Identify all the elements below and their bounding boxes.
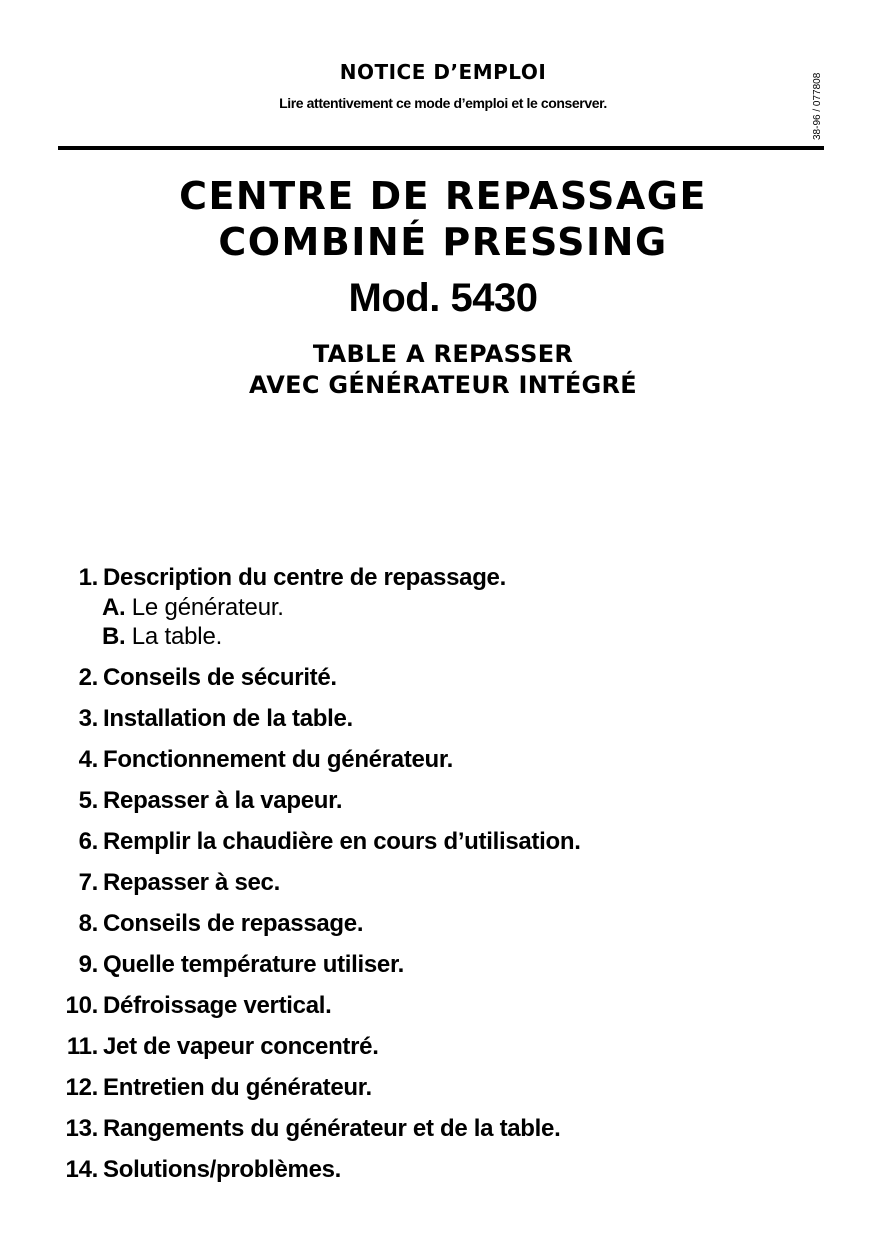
toc-item-number: 6. xyxy=(78,828,98,855)
toc-item-number: 2. xyxy=(78,664,98,691)
toc-item-text: Installation de la table. xyxy=(103,705,353,732)
toc-item-text: Quelle température utiliser. xyxy=(103,951,405,978)
toc-item-7 xyxy=(0,867,886,899)
model-number: Mod. 5430 xyxy=(348,276,538,320)
toc-item-text: Rangements du générateur et de la table. xyxy=(103,1115,561,1142)
toc-subitem-b xyxy=(102,622,222,652)
toc-subitem-a xyxy=(102,593,284,623)
product-subtitle-line-2: AVEC GÉNÉRATEUR INTÉGRÉ xyxy=(249,371,637,399)
toc-item-9 xyxy=(0,949,886,981)
header-divider xyxy=(58,146,824,150)
toc-item-number: 11. xyxy=(66,1033,98,1060)
document-reference: 38-96 / 077808 xyxy=(812,72,823,140)
toc-item-5 xyxy=(0,785,886,817)
notice-title: NOTICE D’EMPLOI xyxy=(339,60,547,84)
toc-item-11 xyxy=(0,1031,886,1063)
toc-item-number: 9. xyxy=(78,951,98,978)
toc-item-text: Jet de vapeur concentré. xyxy=(103,1033,379,1060)
toc-item-text: Repasser à la vapeur. xyxy=(103,787,343,814)
toc-item-text: Entretien du générateur. xyxy=(103,1074,372,1101)
toc-item-number: 8. xyxy=(78,910,98,937)
toc-item-text: Remplir la chaudière en cours d’utilisation. xyxy=(103,828,581,855)
toc-item-text: Repasser à sec. xyxy=(103,869,280,896)
toc-item-text: Solutions/problèmes. xyxy=(103,1156,342,1183)
toc-item-4 xyxy=(0,744,886,776)
toc-subitem-text: Le générateur. xyxy=(131,594,284,621)
toc-item-number: 10. xyxy=(65,992,98,1019)
toc-item-2 xyxy=(0,662,886,694)
toc-item-number: 4. xyxy=(78,746,98,773)
toc-item-6 xyxy=(0,826,886,858)
toc-subitem-text: La table. xyxy=(131,623,223,650)
toc-item-number: 13. xyxy=(65,1115,98,1142)
toc-item-10 xyxy=(0,990,886,1022)
toc-item-13 xyxy=(0,1113,886,1145)
toc-item-number: 5. xyxy=(78,787,98,814)
toc-item-text: Fonctionnement du générateur. xyxy=(103,746,453,773)
toc-item-3 xyxy=(0,703,886,735)
toc-item-14 xyxy=(0,1154,886,1186)
notice-subtitle: Lire attentivement ce mode d’emploi et le conserver. xyxy=(279,95,607,111)
toc-item-number: 7. xyxy=(78,869,98,896)
toc-item-text: Conseils de repassage. xyxy=(103,910,364,937)
toc-item-number: 14. xyxy=(65,1156,98,1183)
toc-item-12 xyxy=(0,1072,886,1104)
product-title-line-2: COMBINÉ PRESSING xyxy=(218,220,668,264)
product-title-line-1: CENTRE DE REPASSAGE xyxy=(179,174,707,218)
toc-item-8 xyxy=(0,908,886,940)
product-subtitle-line-1: TABLE A REPASSER xyxy=(312,340,574,368)
toc-item-number: 3. xyxy=(78,705,98,732)
toc-item-text: Description du centre de repassage. xyxy=(103,564,506,591)
toc-item-text: Conseils de sécurité. xyxy=(103,664,337,691)
toc-item-text: Défroissage vertical. xyxy=(103,992,332,1019)
toc-item-1 xyxy=(0,562,886,594)
toc-item-number: 1. xyxy=(78,564,98,591)
toc-item-number: 12. xyxy=(65,1074,98,1101)
toc-subitem-letter: A. xyxy=(102,594,126,621)
toc-subitem-letter: B. xyxy=(102,623,126,650)
